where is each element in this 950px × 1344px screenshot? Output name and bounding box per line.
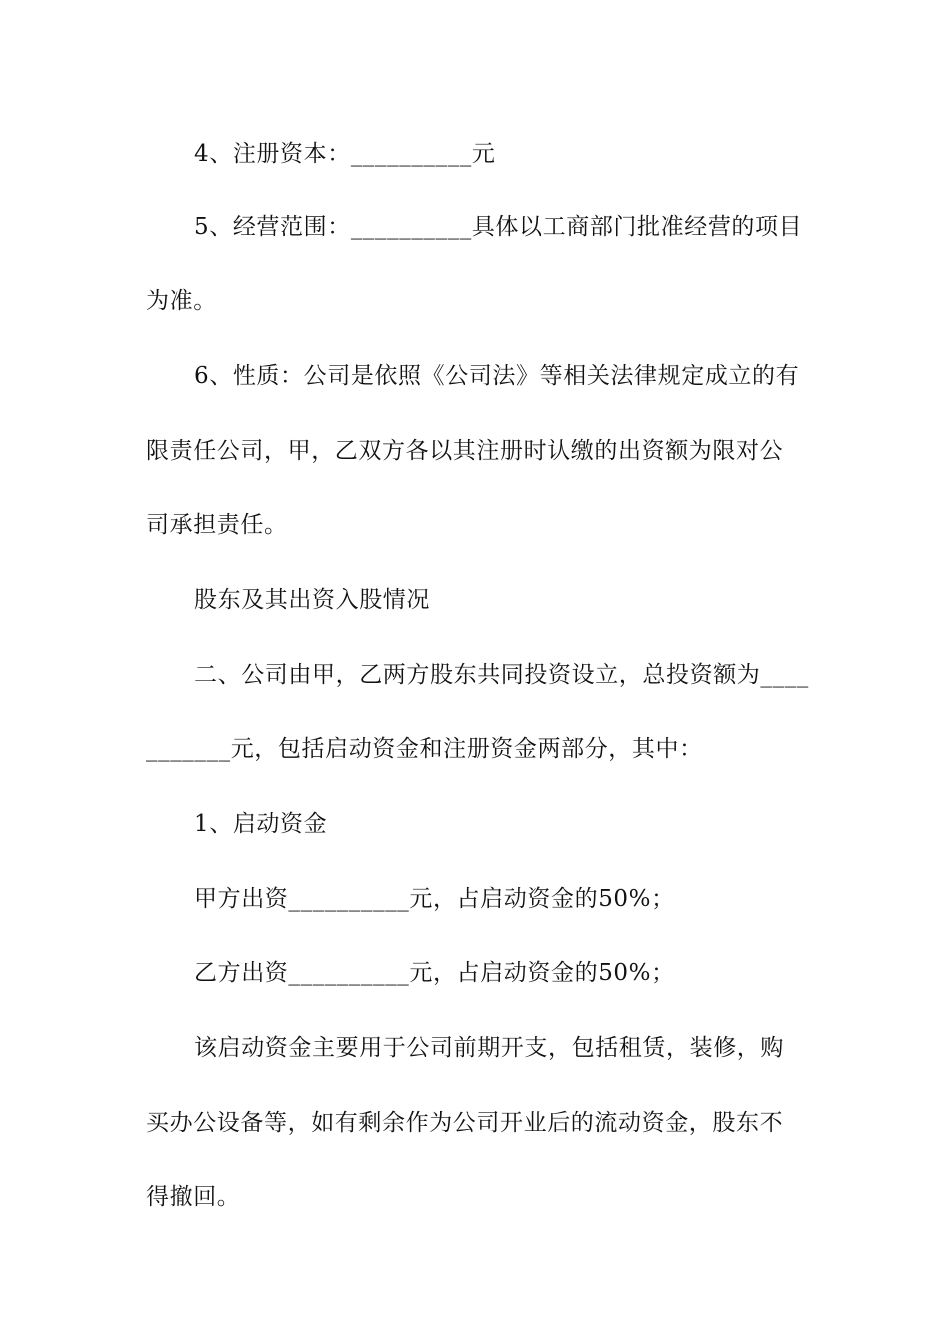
registered-capital-line: 4、注册资本：__________元 [194, 141, 496, 167]
startup-fund-heading: 1、启动资金 [194, 811, 328, 837]
fund-usage-line-cont-2: 得撤回。 [146, 1184, 241, 1210]
fund-usage-line: 该启动资金主要用于公司前期开支，包括租赁，装修，购 [194, 1035, 784, 1061]
nature-line-cont-2: 司承担责任。 [146, 512, 288, 538]
party-b-contribution-line: 乙方出资__________元，占启动资金的50%； [194, 960, 675, 986]
investment-line: 二、公司由甲，乙两方股东共同投资设立，总投资额为____ [194, 662, 809, 688]
fund-usage-line-cont-1: 买办公设备等，如有剩余作为公司开业后的流动资金，股东不 [146, 1110, 784, 1136]
section-heading: 股东及其出资入股情况 [194, 587, 430, 613]
investment-line-cont: _______元，包括启动资金和注册资金两部分，其中： [146, 736, 703, 762]
nature-line-cont-1: 限责任公司，甲，乙双方各以其注册时认缴的出资额为限对公 [146, 438, 784, 464]
business-scope-line-cont: 为准。 [146, 288, 217, 314]
nature-line: 6、性质：公司是依照《公司法》等相关法律规定成立的有 [194, 363, 800, 389]
party-a-contribution-line: 甲方出资__________元，占启动资金的50%； [194, 886, 675, 912]
business-scope-line: 5、经营范围：__________具体以工商部门批准经营的项目 [194, 214, 803, 240]
